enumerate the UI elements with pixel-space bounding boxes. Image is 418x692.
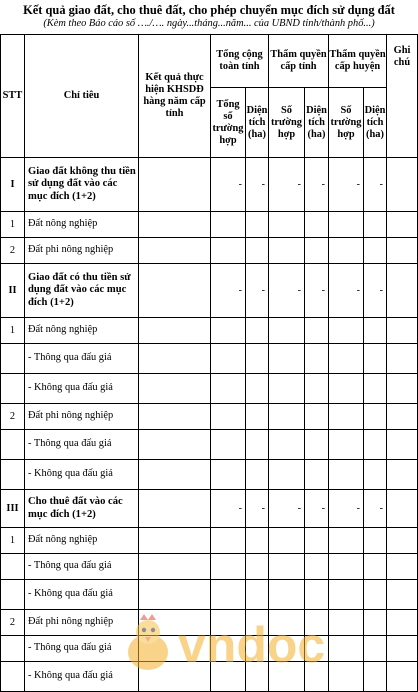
cell-chi-tieu: - Không qua đấu giá [25, 580, 139, 610]
cell-ket-qua [139, 404, 211, 430]
cell-value: - [305, 158, 329, 212]
cell-value: - [269, 158, 305, 212]
cell-stt [1, 662, 25, 692]
cell-value: - [246, 158, 269, 212]
cell-chi-tieu: Cho thuê đất vào các mục đích (1+2) [25, 490, 139, 528]
cell-stt: 1 [1, 318, 25, 344]
cell-value: - [305, 264, 329, 318]
cell-value [269, 318, 305, 344]
table-row [1, 490, 418, 528]
cell-value: - [329, 158, 364, 212]
cell-value [329, 404, 364, 430]
cell-value [305, 460, 329, 490]
cell-chi-tieu: Đất nông nghiệp [25, 212, 139, 238]
cell-stt [1, 344, 25, 374]
cell-value [269, 528, 305, 554]
table-row [1, 238, 418, 264]
header-so-truong-hop: Số trường hợp [329, 88, 364, 158]
cell-stt: 2 [1, 610, 25, 636]
cell-value [305, 554, 329, 580]
cell-ket-qua [139, 374, 211, 404]
cell-ghi-chu [387, 404, 418, 430]
cell-value [211, 212, 246, 238]
cell-value [269, 460, 305, 490]
cell-chi-tieu: Giao đất không thu tiền sử dụng đất vào các mục đích (1+2) [25, 158, 139, 212]
vndoc-watermark [118, 612, 388, 676]
cell-value: - [364, 158, 387, 212]
cell-value [211, 554, 246, 580]
cell-value [211, 404, 246, 430]
cell-chi-tieu: Giao đất có thu tiền sử dụng đất vào các mục đích (1+2) [25, 264, 139, 318]
cell-value [329, 318, 364, 344]
cell-value [246, 344, 269, 374]
cell-value [305, 318, 329, 344]
cell-ket-qua [139, 158, 211, 212]
cell-value: - [269, 264, 305, 318]
cell-ghi-chu [387, 344, 418, 374]
header-dien-tich: Diện tích (ha) [364, 88, 387, 158]
cell-value [329, 554, 364, 580]
cell-stt: II [1, 264, 25, 318]
cell-stt: I [1, 158, 25, 212]
land-allocation-table [0, 34, 418, 692]
cell-stt [1, 460, 25, 490]
cell-value [305, 528, 329, 554]
cell-value [364, 318, 387, 344]
header-dien-tich: Diện tích (ha) [246, 88, 269, 158]
table-row [1, 318, 418, 344]
cell-stt [1, 374, 25, 404]
cell-ket-qua [139, 264, 211, 318]
cell-ghi-chu [387, 264, 418, 318]
cell-ket-qua [139, 580, 211, 610]
cell-ket-qua [139, 528, 211, 554]
cell-ket-qua [139, 238, 211, 264]
page-title: Kết quả giao đất, cho thuê đất, cho phép chuyển mục đích sử dụng đất [23, 3, 395, 17]
table-row [1, 212, 418, 238]
cell-value [305, 374, 329, 404]
table-row [1, 374, 418, 404]
cell-ghi-chu [387, 374, 418, 404]
cell-chi-tieu: - Không qua đấu giá [25, 374, 139, 404]
cell-chi-tieu: Đất phi nông nghiệp [25, 404, 139, 430]
cell-value [305, 238, 329, 264]
cell-value: - [246, 264, 269, 318]
cell-value [305, 580, 329, 610]
cell-value: - [305, 490, 329, 528]
cell-value: - [246, 490, 269, 528]
cell-ghi-chu [387, 238, 418, 264]
cell-value [246, 238, 269, 264]
cell-value [364, 404, 387, 430]
cell-ket-qua [139, 430, 211, 460]
cell-value [211, 528, 246, 554]
cell-chi-tieu: Đất nông nghiệp [25, 318, 139, 344]
cell-value [269, 580, 305, 610]
cell-chi-tieu: - Không qua đấu giá [25, 662, 139, 692]
chick-mascot-icon [128, 614, 168, 670]
cell-ghi-chu [387, 580, 418, 610]
cell-ghi-chu [387, 490, 418, 528]
cell-chi-tieu: - Thông qua đấu giá [25, 636, 139, 662]
cell-value [364, 212, 387, 238]
page-subtitle: (Kèm theo Báo cáo số …./…. ngày...tháng...năm... của UBND tỉnh/thành phố...) [43, 18, 375, 29]
cell-ghi-chu [387, 636, 418, 662]
cell-chi-tieu: - Thông qua đấu giá [25, 554, 139, 580]
cell-value [364, 430, 387, 460]
cell-value [269, 430, 305, 460]
cell-value [329, 580, 364, 610]
header-tham-quyen-tinh: Thẩm quyền cấp tỉnh [269, 35, 329, 88]
cell-value [364, 344, 387, 374]
cell-ket-qua [139, 554, 211, 580]
cell-value [211, 374, 246, 404]
cell-value: - [364, 264, 387, 318]
header-tong-so-truong-hop: Tổng số trường hợp [211, 88, 246, 158]
table-row [1, 344, 418, 374]
cell-value [329, 238, 364, 264]
cell-chi-tieu: - Không qua đấu giá [25, 460, 139, 490]
cell-value [329, 528, 364, 554]
cell-value [246, 212, 269, 238]
cell-value: - [211, 490, 246, 528]
cell-stt [1, 580, 25, 610]
cell-chi-tieu: Đất phi nông nghiệp [25, 610, 139, 636]
header-dien-tich: Diện tích (ha) [305, 88, 329, 158]
table-row [1, 264, 418, 318]
cell-ghi-chu [387, 554, 418, 580]
cell-value [269, 554, 305, 580]
cell-value [211, 430, 246, 460]
header-ket-qua: Kết quả thực hiện KHSDĐ hàng năm cấp tỉnh [139, 35, 211, 158]
cell-value [305, 344, 329, 374]
cell-value [211, 580, 246, 610]
cell-stt: 2 [1, 238, 25, 264]
cell-value [305, 212, 329, 238]
table-row [1, 460, 418, 490]
header-so-truong-hop: Số trường hợp [269, 88, 305, 158]
cell-ket-qua [139, 490, 211, 528]
cell-value [269, 404, 305, 430]
cell-ket-qua [139, 344, 211, 374]
cell-value [269, 374, 305, 404]
cell-value [364, 554, 387, 580]
cell-value [246, 528, 269, 554]
cell-value [364, 528, 387, 554]
cell-ghi-chu [387, 610, 418, 636]
cell-value [246, 374, 269, 404]
cell-value [211, 460, 246, 490]
cell-chi-tieu: - Thông qua đấu giá [25, 430, 139, 460]
cell-ghi-chu [387, 662, 418, 692]
cell-value: - [364, 490, 387, 528]
header-ghi-chu: Ghi chú [387, 35, 418, 158]
cell-chi-tieu: - Thông qua đấu giá [25, 344, 139, 374]
cell-value [269, 212, 305, 238]
cell-value: - [269, 490, 305, 528]
cell-value [364, 238, 387, 264]
cell-stt: 1 [1, 528, 25, 554]
cell-value [246, 554, 269, 580]
header-tham-quyen-huyen: Thẩm quyền cấp huyện [329, 35, 387, 88]
cell-value [329, 344, 364, 374]
cell-value: - [211, 264, 246, 318]
cell-value [329, 460, 364, 490]
table-row [1, 580, 418, 610]
cell-ghi-chu [387, 528, 418, 554]
cell-ghi-chu [387, 460, 418, 490]
cell-value: - [329, 490, 364, 528]
cell-value [246, 460, 269, 490]
cell-stt: III [1, 490, 25, 528]
table-row [1, 430, 418, 460]
table-row [1, 554, 418, 580]
cell-value [305, 430, 329, 460]
header-tong-cong: Tổng cộng toàn tỉnh [211, 35, 269, 88]
cell-ghi-chu [387, 158, 418, 212]
cell-stt: 1 [1, 212, 25, 238]
cell-ghi-chu [387, 430, 418, 460]
cell-value [329, 212, 364, 238]
cell-stt [1, 636, 25, 662]
cell-ket-qua [139, 460, 211, 490]
cell-chi-tieu: Đất nông nghiệp [25, 528, 139, 554]
cell-ket-qua [139, 318, 211, 344]
header-chi-tieu: Chỉ tiêu [25, 35, 139, 158]
table-row [1, 158, 418, 212]
cell-value [211, 318, 246, 344]
cell-chi-tieu: Đất phi nông nghiệp [25, 238, 139, 264]
cell-value [246, 404, 269, 430]
cell-value [269, 344, 305, 374]
cell-value [246, 318, 269, 344]
cell-stt [1, 554, 25, 580]
cell-value [246, 580, 269, 610]
cell-value [211, 238, 246, 264]
cell-value [305, 404, 329, 430]
cell-stt [1, 430, 25, 460]
cell-value [364, 460, 387, 490]
cell-stt: 2 [1, 404, 25, 430]
cell-value [364, 374, 387, 404]
cell-ket-qua [139, 212, 211, 238]
cell-value [269, 238, 305, 264]
cell-value [364, 580, 387, 610]
watermark-text: vndoc [178, 617, 326, 673]
cell-value [329, 430, 364, 460]
cell-value [211, 344, 246, 374]
header-stt: STT [1, 35, 25, 158]
table-row [1, 528, 418, 554]
cell-value: - [329, 264, 364, 318]
cell-value [329, 374, 364, 404]
cell-ghi-chu [387, 318, 418, 344]
table-row [1, 404, 418, 430]
cell-ghi-chu [387, 212, 418, 238]
cell-value: - [211, 158, 246, 212]
cell-value [246, 430, 269, 460]
